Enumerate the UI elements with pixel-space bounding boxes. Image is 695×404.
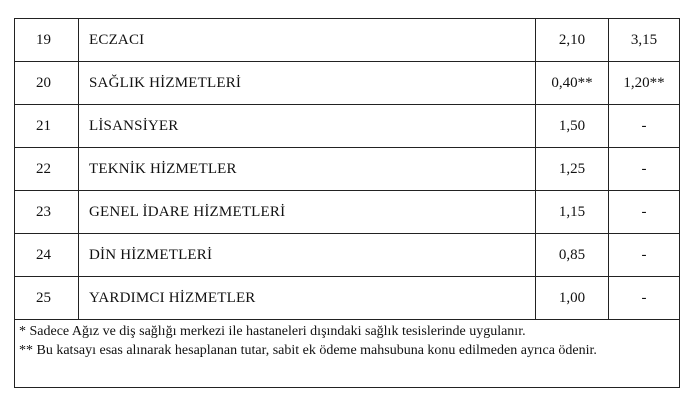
coefficient-value-1: 1,15 xyxy=(536,191,609,234)
table-row xyxy=(15,191,680,234)
table-row xyxy=(15,148,680,191)
coefficient-value-2: - xyxy=(609,234,680,277)
footnote-double-asterisk: ** Bu katsayı esas alınarak hesaplanan tutar, sabit ek ödeme mahsubuna konu edilmeden ayrıca ödenir. xyxy=(19,343,597,358)
service-title: TEKNİK HİZMETLER xyxy=(79,148,536,191)
coefficient-value-2: - xyxy=(609,191,680,234)
service-title: LİSANSİYER xyxy=(79,105,536,148)
row-number: 24 xyxy=(15,234,79,277)
coefficient-value-1: 2,10 xyxy=(536,19,609,62)
footnote-single-asterisk: * Sadece Ağız ve diş sağlığı merkezi ile hastaneleri dışındaki sağlık tesislerinde uygulanır. xyxy=(19,324,526,339)
coefficient-value-1: 1,25 xyxy=(536,148,609,191)
service-title: SAĞLIK HİZMETLERİ xyxy=(79,62,536,105)
row-number: 21 xyxy=(15,105,79,148)
table-row xyxy=(15,62,680,105)
service-title: DİN HİZMETLERİ xyxy=(79,234,536,277)
notes-row xyxy=(15,320,680,388)
table-row xyxy=(15,105,680,148)
coefficient-value-2: 1,20** xyxy=(609,62,680,105)
coefficient-value-1: 0,40** xyxy=(536,62,609,105)
coefficient-value-1: 1,00 xyxy=(536,277,609,320)
table-row xyxy=(15,234,680,277)
coefficient-value-2: - xyxy=(609,148,680,191)
coefficient-table xyxy=(14,18,680,388)
row-number: 19 xyxy=(15,19,79,62)
coefficient-value-1: 0,85 xyxy=(536,234,609,277)
row-number: 25 xyxy=(15,277,79,320)
row-number: 20 xyxy=(15,62,79,105)
table-row xyxy=(15,19,680,62)
service-title: GENEL İDARE HİZMETLERİ xyxy=(79,191,536,234)
table-row xyxy=(15,277,680,320)
row-number: 22 xyxy=(15,148,79,191)
coefficient-value-1: 1,50 xyxy=(536,105,609,148)
coefficient-value-2: 3,15 xyxy=(609,19,680,62)
row-number: 23 xyxy=(15,191,79,234)
coefficient-value-2: - xyxy=(609,105,680,148)
coefficient-value-2: - xyxy=(609,277,680,320)
service-title: ECZACI xyxy=(79,19,536,62)
service-title: YARDIMCI HİZMETLER xyxy=(79,277,536,320)
document-page xyxy=(14,18,679,388)
footnotes-cell xyxy=(15,320,680,388)
